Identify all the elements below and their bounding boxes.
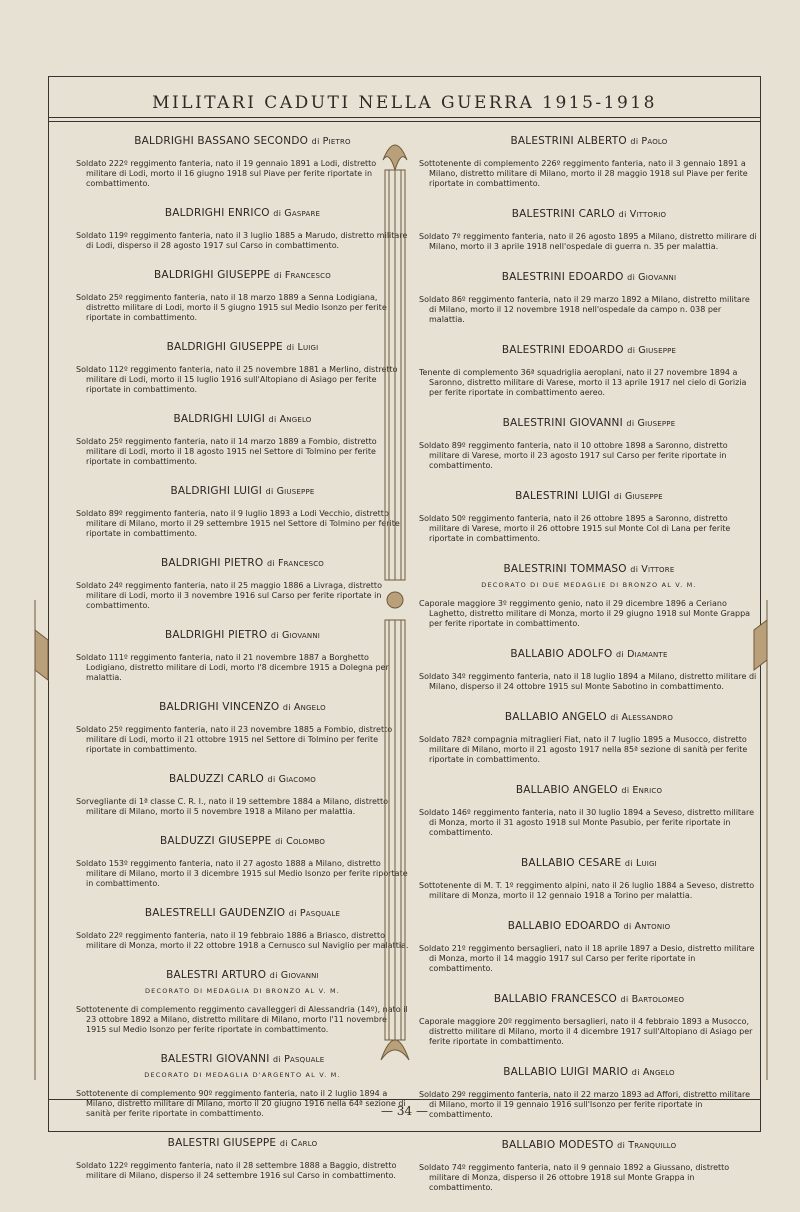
soldier-name: BALDRIGHI GIUSEPPE <box>166 341 287 353</box>
entry <box>419 344 759 398</box>
right-flag-ornament <box>752 600 782 1100</box>
entry-text: Soldato 25º reggimento fanteria, nato il 23 novembre 1885 a Fombio, distretto militare di Lodi, morto il 21 ottobre 1915 nel Settore di Tolmino per ferite riportate in combattimento. <box>76 725 393 754</box>
entry-text: Soldato 25º reggimento fanteria, nato il 18 marzo 1889 a Senna Lodigiana, distretto militare di Lodi, morto il 5 giugno 1915 sul Medio Isonzo per ferite riportate in combattimento. <box>76 293 387 322</box>
entry-name <box>419 208 759 220</box>
header-band <box>49 77 760 118</box>
father-name: Giuseppe <box>624 491 663 502</box>
entry-name <box>419 993 759 1005</box>
di-particle: di <box>269 971 281 980</box>
soldier-name: BALESTRI ARTURO <box>166 969 270 981</box>
entry-name <box>419 344 759 356</box>
entry-text: Sottotenente di complemento 226º reggimento fanteria, nato il 3 gennaio 1891 a Milano, distretto militare di Milano, morto il 28 maggio 1918 sul Piave per ferite riportate in combattimento. <box>419 159 748 188</box>
entry <box>76 969 409 1035</box>
father-name: Colombo <box>286 836 326 847</box>
father-name: Luigi <box>297 342 319 353</box>
soldier-name: BALESTRI GIOVANNI <box>160 1053 274 1065</box>
soldier-name: BALLABIO ANGELO <box>515 784 622 796</box>
entry-text: Soldato 25º reggimento fanteria, nato il 14 marzo 1889 a Fombio, distretto militare di Lodi, morto il 18 agosto 1915 nel Settore di Tolmino per ferite riportate in combattimento. <box>76 437 377 466</box>
father-name: Alessandro <box>621 712 674 723</box>
soldier-name: BALLABIO EDOARDO <box>507 920 624 932</box>
entry <box>76 701 409 755</box>
soldier-name: BALESTRI GIUSEPPE <box>167 1137 280 1149</box>
entry <box>419 490 759 544</box>
entry-name <box>419 490 759 502</box>
father-name: Tranquillo <box>628 1140 677 1151</box>
father-name: Giuseppe <box>638 345 677 356</box>
entry-name <box>419 920 759 932</box>
father-name: Angelo <box>642 1067 675 1078</box>
father-name: Pasquale <box>284 1054 325 1065</box>
entry-name <box>76 907 409 919</box>
di-particle: di <box>624 859 636 868</box>
father-name: Vittore <box>641 564 675 575</box>
soldier-name: BALDRIGHI PIETRO <box>160 557 267 569</box>
di-particle: di <box>616 650 628 659</box>
soldier-name: BALDUZZI CARLO <box>168 773 268 785</box>
father-name: Angelo <box>279 414 312 425</box>
entry-name <box>419 1139 759 1151</box>
soldier-name: BALDUZZI GIUSEPPE <box>159 835 276 847</box>
entry-text: Soldato 89º reggimento fanteria, nato il 9 luglio 1893 a Lodi Vecchio, distretto militare di Milano, morto il 29 settembre 1915 nel Settore di Tolmino per ferite riportate in combattimento. <box>76 509 400 538</box>
entry-name <box>76 135 409 147</box>
di-particle: di <box>613 492 625 501</box>
entry <box>419 135 759 189</box>
entry-text: Caporale maggiore 20º reggimento bersaglieri, nato il 4 febbraio 1893 a Musocco, distretto militare di Milano, morto il 4 dicembre 1917 sull'Altopiano di Asiago per ferite riportate in combattimento. <box>419 1017 753 1046</box>
father-name: Carlo <box>290 1138 318 1149</box>
entry-name <box>419 648 759 660</box>
entry-text: Soldato 22º reggimento fanteria, nato il 19 febbraio 1886 a Briasco, distretto militare di Monza, morto il 22 ottobre 1918 a Cernusco sul Naviglio per malattia. <box>76 931 409 950</box>
soldier-name: BALLABIO LUIGI MARIO <box>503 1066 632 1078</box>
entry-name <box>76 207 409 219</box>
entry <box>419 271 759 325</box>
right-column <box>419 135 759 1212</box>
di-particle: di <box>610 713 622 722</box>
entry-text: Sottotenente di complemento reggimento cavalleggeri di Alessandria (14º), nato il 23 ottobre 1892 a Milano, distretto militare di Milano, morto l'11 novembre 1915 sul Medio Isonzo per ferite riportate in combattimento. <box>76 1005 408 1034</box>
entry <box>419 993 759 1047</box>
di-particle: di <box>288 909 300 918</box>
entry-text: Soldato 153º reggimento fanteria, nato il 27 agosto 1888 a Milano, distretto militare di Milano, morto il 3 dicembre 1915 sul Medio Isonzo per ferite riportate in combattimento. <box>76 859 408 888</box>
entry-name <box>76 413 409 425</box>
entry-name <box>76 1137 409 1149</box>
entry-text: Soldato 119º reggimento fanteria, nato il 3 luglio 1885 a Marudo, distretto militare di Lodi, disperso il 28 agosto 1917 sul Carso in combattimento. <box>76 231 408 250</box>
father-name: Luigi <box>635 858 657 869</box>
entry-text: Soldato 29º reggimento fanteria, nato il 22 marzo 1893 ad Affori, distretto militare di Milano, morto il 19 gennaio 1916 sull'Isonzo per ferite riportate in combattimento. <box>419 1090 751 1119</box>
di-particle: di <box>286 343 298 352</box>
soldier-name: BALESTRINI ALBERTO <box>510 135 631 147</box>
entry <box>419 857 759 901</box>
soldier-name: BALESTRINI CARLO <box>511 208 619 220</box>
entry-text: Soldato 89º reggimento fanteria, nato il 10 ottobre 1898 a Saronno, distretto militare di Varese, morto il 23 agosto 1917 sul Carso per ferite riportate in combattimento. <box>419 441 728 470</box>
entry <box>76 1137 409 1181</box>
soldier-name: BALESTRELLI GAUDENZIO <box>144 907 289 919</box>
entry <box>419 208 759 252</box>
entry-text: Soldato 782ª compagnia mitraglieri Fiat, nato il 7 luglio 1895 a Musocco, distretto militare di Milano, morto il 21 agosto 1917 nella 85ª sezione di sanità per ferite riportate in combattimento. <box>419 735 748 764</box>
entry <box>76 413 409 467</box>
entry-text: Sottotenente di complemento 90º reggimento fanteria, nato il 2 luglio 1894 a Milano, distretto militare di Milano, morto il 20 giugno 1916 nella 64ª sezione di sanità per ferite riportate in combattimento. <box>76 1089 406 1118</box>
entry <box>419 563 759 629</box>
father-name: Giovanni <box>280 970 319 981</box>
di-particle: di <box>626 419 638 428</box>
entry-text: Soldato 146º reggimento fanteria, nato il 30 luglio 1894 a Seveso, distretto militare di Monza, morto il 31 agosto 1918 sul Monte Pasubio, per ferite riportate in combattimento. <box>419 808 755 837</box>
entry <box>76 557 409 611</box>
entry-text: Soldato 7º reggimento fanteria, nato il 26 agosto 1895 a Milano, distretto milirare di Milano, morto il 3 aprile 1918 nell'ospedale di guerra n. 35 per malattia. <box>419 232 757 251</box>
entry <box>419 784 759 838</box>
father-name: Giuseppe <box>637 418 676 429</box>
di-particle: di <box>268 415 280 424</box>
soldier-name: BALDRIGHI VINCENZO <box>159 701 283 713</box>
soldier-name: BALESTRINI EDOARDO <box>501 271 628 283</box>
entry <box>76 269 409 323</box>
entry-text: Soldato 122º reggimento fanteria, nato il 28 settembre 1888 a Baggio, distretto militare di Milano, disperso il 24 settembre 1916 sul Carso in combattimento. <box>76 1161 397 1180</box>
father-name: Angelo <box>293 702 326 713</box>
father-name: Giuseppe <box>276 486 315 497</box>
entry-name <box>419 784 759 796</box>
fasces-ornament <box>377 140 413 1190</box>
page-number: — 34 — <box>381 1104 428 1118</box>
soldier-name: BALDRIGHI ENRICO <box>164 207 274 219</box>
di-particle: di <box>275 837 287 846</box>
entry <box>419 711 759 765</box>
father-name: Francesco <box>277 558 325 569</box>
entry <box>76 207 409 251</box>
entry-name <box>419 271 759 283</box>
entry-text: Soldato 24º reggimento fanteria, nato il 25 maggio 1886 a Livraga, distretto militare di Lodi, morto il 3 novembre 1916 sul Carso per ferite riportate in combattimento. <box>76 581 382 610</box>
father-name: Giovanni <box>281 630 321 641</box>
entry-name <box>419 417 759 429</box>
entry <box>76 341 409 395</box>
di-particle: di <box>620 995 632 1004</box>
soldier-name: BALDRIGHI GIUSEPPE <box>154 269 274 281</box>
entry-text: Soldato 34º reggimento fanteria, nato il 18 luglio 1894 a Milano, distretto militare di Milano, disperso il 24 ottobre 1915 sul Monte Sabotino in combattimento. <box>419 672 757 691</box>
entry <box>76 773 409 817</box>
entry-name <box>76 485 409 497</box>
soldier-name: BALESTRINI GIOVANNI <box>502 417 627 429</box>
left-column <box>76 135 409 1199</box>
entry-text: Soldato 21º reggimento bersaglieri, nato il 18 aprile 1897 a Desio, distretto militare di Monza, morto il 14 maggio 1917 sul Carso per ferite riportate in combattimento. <box>419 944 755 973</box>
entry-text: Soldato 111º reggimento fanteria, nato il 21 novembre 1887 a Borghetto Lodigiano, distretto militare di Lodi, morto l'8 dicembre 1915 a Dolegna per malattia. <box>76 653 389 682</box>
entry-name <box>76 557 409 569</box>
soldier-name: BALDRIGHI BASSANO SECONDO <box>134 135 312 147</box>
entry-text: Caporale maggiore 3º reggimento genio, nato il 29 dicembre 1896 a Ceriano Laghetto, distretto militare di Monza, morto il 29 giugno 1918 sul Monte Grappa per ferite riportate in combattimento. <box>419 599 751 628</box>
entry-text: Soldato 50º reggimento fanteria, nato il 26 ottobre 1895 a Saronno, distretto militare di Varese, morto il 26 ottobre 1915 sul Monte Col di Lana per ferite riportate in combattimento. <box>419 514 731 543</box>
soldier-name: BALLABIO MODESTO <box>501 1139 618 1151</box>
di-particle: di <box>282 703 294 712</box>
entry <box>419 648 759 692</box>
soldier-name: BALLABIO FRANCESCO <box>493 993 621 1005</box>
father-name: Paolo <box>641 136 668 147</box>
entry-text: Sottotenente di M. T. 1º reggimento alpini, nato il 26 luglio 1884 a Seveso, distretto militare di Monza, morto il 12 gennaio 1918 a Torino per malattia. <box>419 881 755 900</box>
entry <box>419 1139 759 1193</box>
father-name: Enrico <box>632 785 663 796</box>
di-particle: di <box>618 210 630 219</box>
di-particle: di <box>627 346 639 355</box>
father-name: Diamante <box>627 649 668 660</box>
entry-name <box>76 701 409 713</box>
decoration-line: DECORATO DI DUE MEDAGLIE DI BRONZO AL V. M. <box>481 581 697 589</box>
di-particle: di <box>631 1068 643 1077</box>
soldier-name: BALLABIO CESARE <box>521 857 625 869</box>
decoration-line: DECORATO DI MEDAGLIA D'ARGENTO AL V. M. <box>144 1071 341 1079</box>
entry-name <box>76 341 409 353</box>
soldier-name: BALDRIGHI LUIGI <box>173 413 269 425</box>
entry-name <box>76 835 409 847</box>
di-particle: di <box>273 209 285 218</box>
di-particle: di <box>267 775 279 784</box>
entry-text: Tenente di complemento 36ª squadriglia aeroplani, nato il 27 novembre 1894 a Saronno, distretto militare di Varese, morto il 13 aprile 1917 nel cielo di Gorizia per ferite riportate in combattimento aereo. <box>419 368 747 397</box>
father-name: Pietro <box>322 136 351 147</box>
entry <box>76 629 409 683</box>
di-particle: di <box>623 922 635 931</box>
entry <box>76 907 409 951</box>
soldier-name: BALDRIGHI LUIGI <box>170 485 266 497</box>
entry-text: Soldato 222º reggimento fanteria, nato il 19 gennaio 1891 a Lodi, distretto militare di Lodi, morto il 16 giugno 1918 sul Piave per ferite riportate in combattimento. <box>76 159 377 188</box>
soldier-name: BALDRIGHI PIETRO <box>164 629 271 641</box>
father-name: Francesco <box>284 270 331 281</box>
entry-text: Soldato 112º reggimento fanteria, nato il 25 novembre 1881 a Merlino, distretto militare di Lodi, morto il 15 luglio 1916 sull'Altopiano di Asiago per ferite riportate in combattimento. <box>76 365 398 394</box>
di-particle: di <box>279 1139 291 1148</box>
left-flag-ornament <box>20 600 50 1100</box>
di-particle: di <box>273 1055 285 1064</box>
entry-name <box>419 135 759 147</box>
di-particle: di <box>621 786 633 795</box>
soldier-name: BALLABIO ANGELO <box>504 711 611 723</box>
entry-name <box>419 857 759 869</box>
soldier-name: BALESTRINI TOMMASO <box>503 563 631 575</box>
soldier-name: BALESTRINI LUIGI <box>515 490 614 502</box>
entry <box>76 135 409 189</box>
header-rule <box>49 121 760 122</box>
father-name: Pasquale <box>299 908 341 919</box>
father-name: Giovanni <box>638 272 677 283</box>
di-particle: di <box>273 271 285 280</box>
di-particle: di <box>627 273 639 282</box>
entry <box>76 485 409 539</box>
soldier-name: BALLABIO ADOLFO <box>510 648 617 660</box>
di-particle: di <box>270 631 282 640</box>
father-name: Vittorio <box>629 209 667 220</box>
entry-text: Soldato 74º reggimento fanteria, nato il 9 gennaio 1892 a Giussano, distretto militare di Monza, disperso il 26 ottobre 1918 sul Monte Grappa in combattimento. <box>419 1163 730 1192</box>
di-particle: di <box>266 559 278 568</box>
father-name: Gaspare <box>284 208 321 219</box>
di-particle: di <box>265 487 277 496</box>
entry-name <box>76 773 409 785</box>
entry <box>419 417 759 471</box>
di-particle: di <box>617 1141 629 1150</box>
entry-name <box>76 629 409 641</box>
entry-text: Soldato 86º reggimento fanteria, nato il 29 marzo 1892 a Milano, distretto militare di Milano, morto il 12 novembre 1918 nell'ospedale da campo n. 038 per malattia. <box>419 295 750 324</box>
di-particle: di <box>311 137 323 146</box>
entry-name <box>419 563 759 575</box>
entry <box>419 920 759 974</box>
father-name: Antonio <box>634 921 671 932</box>
page-header: MILITARI CADUTI NELLA GUERRA 1915-1918 <box>152 93 657 113</box>
father-name: Bartolomeo <box>631 994 685 1005</box>
father-name: Giacomo <box>278 774 317 785</box>
entry-name <box>76 969 409 981</box>
decoration-line: DECORATO DI MEDAGLIA DI BRONZO AL V. M. <box>144 987 341 995</box>
entry-name <box>419 1066 759 1078</box>
di-particle: di <box>630 137 642 146</box>
di-particle: di <box>630 565 642 574</box>
entry-name <box>76 269 409 281</box>
entry <box>76 835 409 889</box>
entry-name <box>76 1053 409 1065</box>
entry-text: Sorvegliante di 1ª classe C. R. I., nato il 19 settembre 1884 a Milano, distretto militare di Milano, morto il 5 novembre 1918 a Milano per malattia. <box>76 797 389 816</box>
entry-name <box>419 711 759 723</box>
soldier-name: BALESTRINI EDOARDO <box>501 344 628 356</box>
